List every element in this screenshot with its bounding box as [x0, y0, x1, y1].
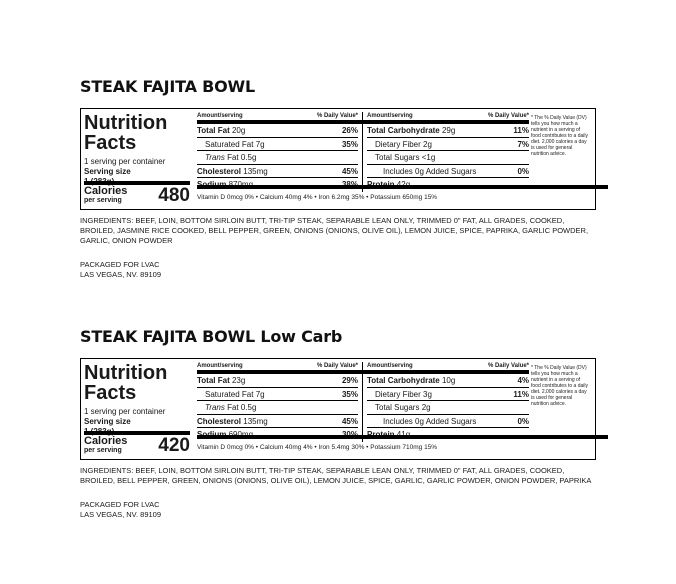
packager-info [80, 500, 596, 520]
nutrient-table [197, 112, 529, 192]
serving-size-label: Serving size [84, 167, 131, 176]
calories-label: Calories per serving [84, 434, 128, 454]
label-left-panel [81, 359, 193, 459]
product-steak-fajita-bowl-low-carb [80, 326, 596, 520]
nutrient-row-added-sugars: Includes 0g Added Sugars 0% [367, 415, 529, 429]
calories-label: Calories per serving [84, 184, 128, 204]
packaged-for: PACKAGED FOR LVAC [80, 500, 160, 509]
nutrient-row-saturated-fat: Saturated Fat 7g 35% [197, 138, 358, 152]
nutrient-row-cholesterol: Cholesterol 135mg 45% [197, 415, 358, 429]
nutrient-row-added-sugars: Includes 0g Added Sugars 0% [367, 165, 529, 179]
nutrient-row-total-fat: Total Fat 23g 29% [197, 374, 358, 388]
daily-value-footnote: * The % Daily Value (DV) tells you how much a nutrient in a serving of food contributes to a daily diet. 2,000 calories a day is used for general nutrition advice. [531, 365, 588, 407]
nutrient-row-trans-fat: Trans Fat 0.5g [197, 401, 358, 415]
nutrient-row-dietary-fiber: Dietary Fiber 3g 11% [367, 388, 529, 402]
ingredients-text: INGREDIENTS: BEEF, LOIN, BOTTOM SIRLOIN BUTT, TRI-TIP STEAK, SEPARABLE LEAN ONLY, TRIMMED 0" FAT, ALL GRADES, COOKED, BROILED, BELL PEPPER, GREEN, ONIONS (ONIONS, OLIVE OIL), LEMON JUICE, SPICE, GARLIC, GARLIC POWDER, ONION POWDER, PAPRIKA [80, 466, 592, 485]
nutrient-row-protein: Protein 42g [367, 180, 411, 190]
nutrient-row-total-sugars: Total Sugars 2g [367, 401, 529, 415]
calories-value: 420 [158, 434, 190, 456]
nutrient-row-dietary-fiber: Dietary Fiber 2g 7% [367, 138, 529, 152]
nutrient-table [197, 362, 529, 442]
nutrition-facts-label [80, 108, 596, 210]
label-left-panel [81, 109, 193, 209]
vitamins-minerals-line: Vitamin D 0mcg 0% • Calcium 40mg 4% • Iron 5.4mg 30% • Potassium 710mg 15% [197, 435, 608, 459]
calories-row [84, 181, 190, 206]
servings-per-container: 1 serving per container [84, 407, 166, 416]
packaged-for: PACKAGED FOR LVAC [80, 260, 160, 269]
nutrient-row-saturated-fat: Saturated Fat 7g 35% [197, 388, 358, 402]
vitamins-minerals-line: Vitamin D 0mcg 0% • Calcium 40mg 4% • Iron 6.2mg 35% • Potassium 650mg 15% [197, 185, 608, 209]
calories-value: 480 [158, 184, 190, 206]
nutrient-row-cholesterol: Cholesterol 135mg 45% [197, 165, 358, 179]
ingredients-text: INGREDIENTS: BEEF, LOIN, BOTTOM SIRLOIN BUTT, TRI-TIP STEAK, SEPARABLE LEAN ONLY, TRIMMED 0" FAT, ALL GRADES, COOKED, BROILED, JASMINE RICE COOKED, BELL PEPPER, GREEN, ONIONS (ONIONS, OLIVE OIL), LEMON JUICE, SPICE, PAPRIKA, GARLIC POWDER, GARLIC, ONION POWDER [80, 216, 589, 245]
product-title: STEAK FAJITA BOWL Low Carb [80, 327, 343, 346]
packager-address: LAS VEGAS, NV. 89109 [80, 510, 162, 519]
nutrient-row-trans-fat: Trans Fat 0.5g [197, 151, 358, 165]
nutrition-facts-label [80, 358, 596, 460]
nutrient-row-total-carbohydrate: Total Carbohydrate 10g 4% [367, 374, 529, 388]
nutrient-row-protein: Protein 41g [367, 430, 411, 440]
nutrient-row-total-carbohydrate: Total Carbohydrate 29g 11% [367, 124, 529, 138]
nutrition-facts-heading: Nutrition Facts [84, 112, 168, 154]
serving-size-label: Serving size [84, 417, 131, 426]
nutrient-row-sodium: Sodium 870mg 38% [197, 180, 358, 190]
nutrient-row-sodium: Sodium 690mg 30% [197, 430, 358, 440]
packager-info [80, 260, 596, 280]
product-title: STEAK FAJITA BOWL [80, 77, 255, 96]
product-steak-fajita-bowl [80, 76, 596, 280]
serving-size-value: 1 (283g) [84, 427, 115, 436]
calories-row [84, 431, 190, 456]
nutrient-row-total-sugars: Total Sugars <1g [367, 151, 529, 165]
nutrient-table-header: Amount/serving % Daily Value* Amount/serving % Daily Value* [197, 362, 529, 374]
daily-value-footnote: * The % Daily Value (DV) tells you how much a nutrient in a serving of food contributes to a daily diet. 2,000 calories a day is used for general nutrition advice. [531, 115, 588, 157]
servings-per-container: 1 serving per container [84, 157, 166, 166]
nutrient-row-total-fat: Total Fat 20g 26% [197, 124, 358, 138]
nutrition-facts-heading: Nutrition Facts [84, 362, 168, 404]
nutrient-table-header: Amount/serving % Daily Value* Amount/serving % Daily Value* [197, 112, 529, 124]
serving-size-value: 1 (283g) [84, 177, 115, 186]
packager-address: LAS VEGAS, NV. 89109 [80, 270, 162, 279]
